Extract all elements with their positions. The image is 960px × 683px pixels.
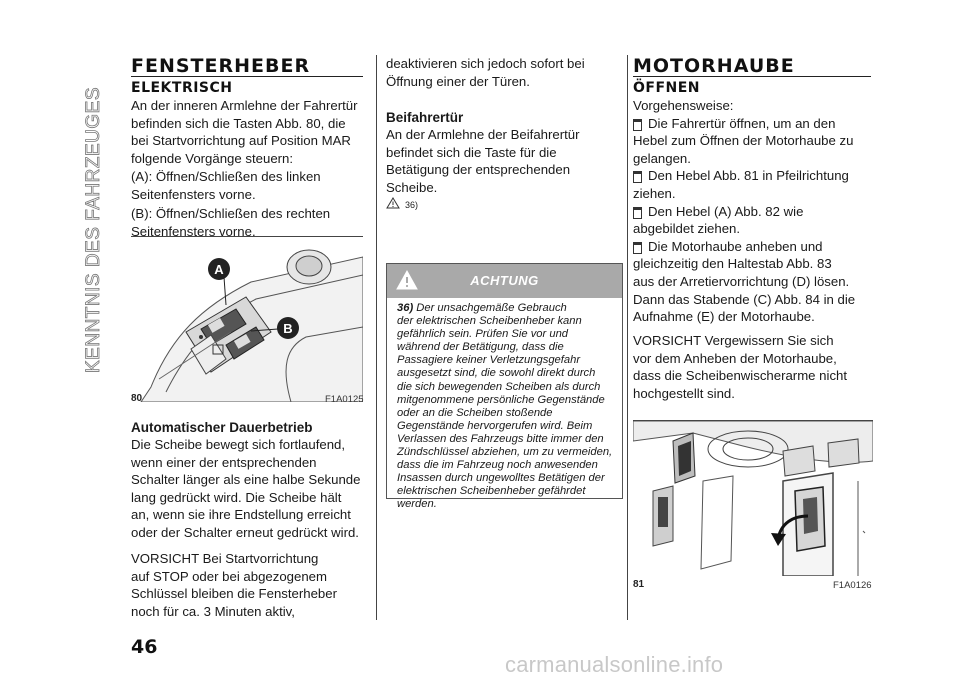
figure-label-a: A [214, 262, 224, 277]
side-chapter-title: KENNTNIS DES FAHRZEUGES [83, 87, 104, 373]
text-line: (B): Öffnen/Schließen des rechten [131, 206, 331, 221]
figure-code-81: F1A0126 [833, 580, 872, 591]
auto-paragraph [131, 436, 371, 542]
text-line: an, wenn sie ihre Endstellung erreicht [131, 507, 351, 523]
text-line: während der Betätigung, dass die [397, 341, 564, 354]
figure-label-b: B [283, 321, 293, 336]
bullet-icon [633, 119, 642, 131]
figure-80-window-switches [131, 236, 363, 402]
text-line: abgebildet ziehen. [633, 221, 741, 237]
column-divider [376, 55, 377, 620]
heading-beifahrertuer: Beifahrertür [386, 110, 464, 125]
text-line: oder an die Scheiben stoßende [397, 406, 553, 419]
column-divider [627, 55, 628, 620]
procedure-step [633, 115, 878, 133]
text-line: (A): Öffnen/Schließen des linken [131, 169, 321, 184]
text-line: Seitenfensters vorne. [131, 223, 256, 239]
text-line: noch für ca. 3 Minuten aktiv, [131, 603, 295, 619]
figure-number-80: 80 [131, 393, 143, 404]
warning-box [386, 263, 623, 511]
section-title-fensterheber: FENSTERHEBER [131, 55, 311, 77]
warning-title: ACHTUNG [470, 273, 539, 288]
text-line: gelangen. [633, 150, 691, 166]
text-line: auf STOP oder bei abgezogenem [131, 568, 327, 584]
text-line: Den Hebel (A) Abb. 82 wie [648, 203, 804, 219]
text-line: befinden sich die Tasten Abb. 80, die [131, 115, 346, 131]
text-line: wenn einer der entsprechenden [131, 454, 317, 470]
bonnet-lever-illustration [633, 421, 873, 576]
item-b-paragraph [131, 205, 371, 240]
item-a-paragraph [131, 168, 371, 203]
text-line: vor dem Anheben der Motorhaube, [633, 350, 837, 366]
procedure-step [633, 203, 878, 221]
title-underline [633, 76, 871, 77]
warning-header [387, 264, 622, 298]
text-line: deaktivieren sich jedoch sofort bei [386, 56, 585, 71]
text-line: oder der Schalter erneut gedrückt wird. [131, 524, 359, 540]
text-line: Den Hebel Abb. 81 in Pfeilrichtung [648, 168, 849, 184]
text-line: hochgestellt sind. [633, 385, 735, 401]
subtitle-elektrisch: ELEKTRISCH [131, 80, 233, 96]
text-line: VORSICHT Vergewissern Sie sich [633, 333, 834, 348]
text-line: Die Motorhaube anheben und [648, 238, 823, 254]
text-line: gefährlich sein. Prüfen Sie vor und [397, 328, 569, 341]
beifahrer-paragraph [386, 126, 622, 196]
text-line: Verlassen des Fahrzeugs bitte immer den [397, 432, 604, 445]
bullet-icon [633, 242, 642, 254]
text-line: bei Startvorrichtung auf Position MAR [131, 133, 351, 149]
text-line: der elektrischen Scheibenheber kann [397, 315, 582, 328]
procedure-paragraph [633, 97, 878, 326]
text-line: Aufnahme (E) der Motorhaube. [633, 309, 815, 325]
text-line: folgende Vorgänge steuern: [131, 150, 294, 166]
warning-reference: 36) [405, 200, 419, 210]
text-line: die sich bewegenden Scheiben als durch [397, 380, 601, 393]
text-line: Scheibe. [386, 179, 438, 195]
page-number: 46 [131, 636, 158, 658]
side-chapter-tab [74, 60, 114, 400]
text-line: dass die im Fahrzeug noch anwesenden [397, 459, 598, 472]
subtitle-oeffnen: ÖFFNEN [633, 80, 701, 96]
bullet-icon [633, 207, 642, 219]
figure-number-81: 81 [633, 579, 645, 590]
text-line: ziehen. [633, 185, 676, 201]
text-line: Betätigung der entsprechenden [386, 162, 571, 178]
watermark: carmanualsonline.info [505, 652, 724, 677]
text-line: gleichzeitig den Haltestab Abb. 83 [633, 256, 832, 272]
text-span: Der unsachgemäße Gebrauch [416, 302, 567, 314]
text-line: lang gedrückt wird. Die Scheibe hält [131, 489, 342, 505]
heading-automatischer-dauerbetrieb: Automatischer Dauerbetrieb [131, 420, 313, 435]
warning-text [397, 302, 617, 512]
text-line: elektrischen Scheibenheber gefährdet [397, 485, 586, 498]
text-line: Schalter länger als eine halbe Sekunde [131, 472, 361, 488]
text-line: An der inneren Armlehne der Fahrertür [131, 98, 358, 113]
warning-number: 36) [397, 302, 414, 314]
text-line: mitgenommene persönliche Gegenstände [397, 393, 605, 406]
text-line: Gegenstände hervorgerufen wird. Beim [397, 419, 593, 432]
text-line: Dann das Stabende (C) Abb. 84 in die [633, 291, 856, 307]
section-title-motorhaube: MOTORHAUBE [633, 55, 795, 77]
intro-paragraph [131, 97, 371, 167]
text-line: Die Scheibe bewegt sich fortlaufend, [131, 437, 346, 452]
text-line: Seitenfensters vorne. [131, 186, 256, 202]
procedure-intro: Vorgehensweise: [633, 98, 734, 113]
text-line: dass die Scheibenwischerarme nicht [633, 368, 848, 384]
text-line: An der Armlehne der Beifahrertür [386, 127, 580, 142]
text-line: Hebel zum Öffnen der Motorhaube zu [633, 133, 854, 149]
text-line: VORSICHT Bei Startvorrichtung [131, 551, 319, 566]
caution-paragraph [633, 332, 878, 402]
caution-paragraph [131, 550, 371, 620]
text-line: Öffnung einer der Türen. [386, 73, 530, 89]
text-line: aus der Arretiervorrichtung (D) lösen. [633, 273, 850, 289]
text-line [397, 302, 617, 315]
text-line: Schlüssel bleiben die Fensterheber [131, 586, 337, 602]
title-underline [131, 76, 363, 77]
text-line: Die Fahrertür öffnen, um an den [648, 115, 836, 131]
text-line: ausgesetzt sind, die sowohl direkt durch [397, 367, 596, 380]
figure-code-80: F1A0125 [325, 394, 364, 405]
figure-81-bonnet-lever [633, 420, 873, 576]
text-line: werden. [397, 498, 437, 511]
text-line: Insassen durch ungewolltes Betätigen der [397, 472, 605, 485]
bullet-icon [633, 171, 642, 183]
procedure-step [633, 238, 878, 256]
text-line: Zündschlüssel abziehen, um zu vermeiden, [397, 446, 613, 459]
text-line: Passagiere keiner Verletzungsgefahr [397, 354, 581, 367]
text-line: befindet sich die Taste für die [386, 144, 557, 160]
procedure-step [633, 167, 878, 185]
warning-triangle-icon [386, 197, 400, 209]
continuation-paragraph [386, 55, 622, 90]
window-switch-illustration [131, 237, 363, 402]
